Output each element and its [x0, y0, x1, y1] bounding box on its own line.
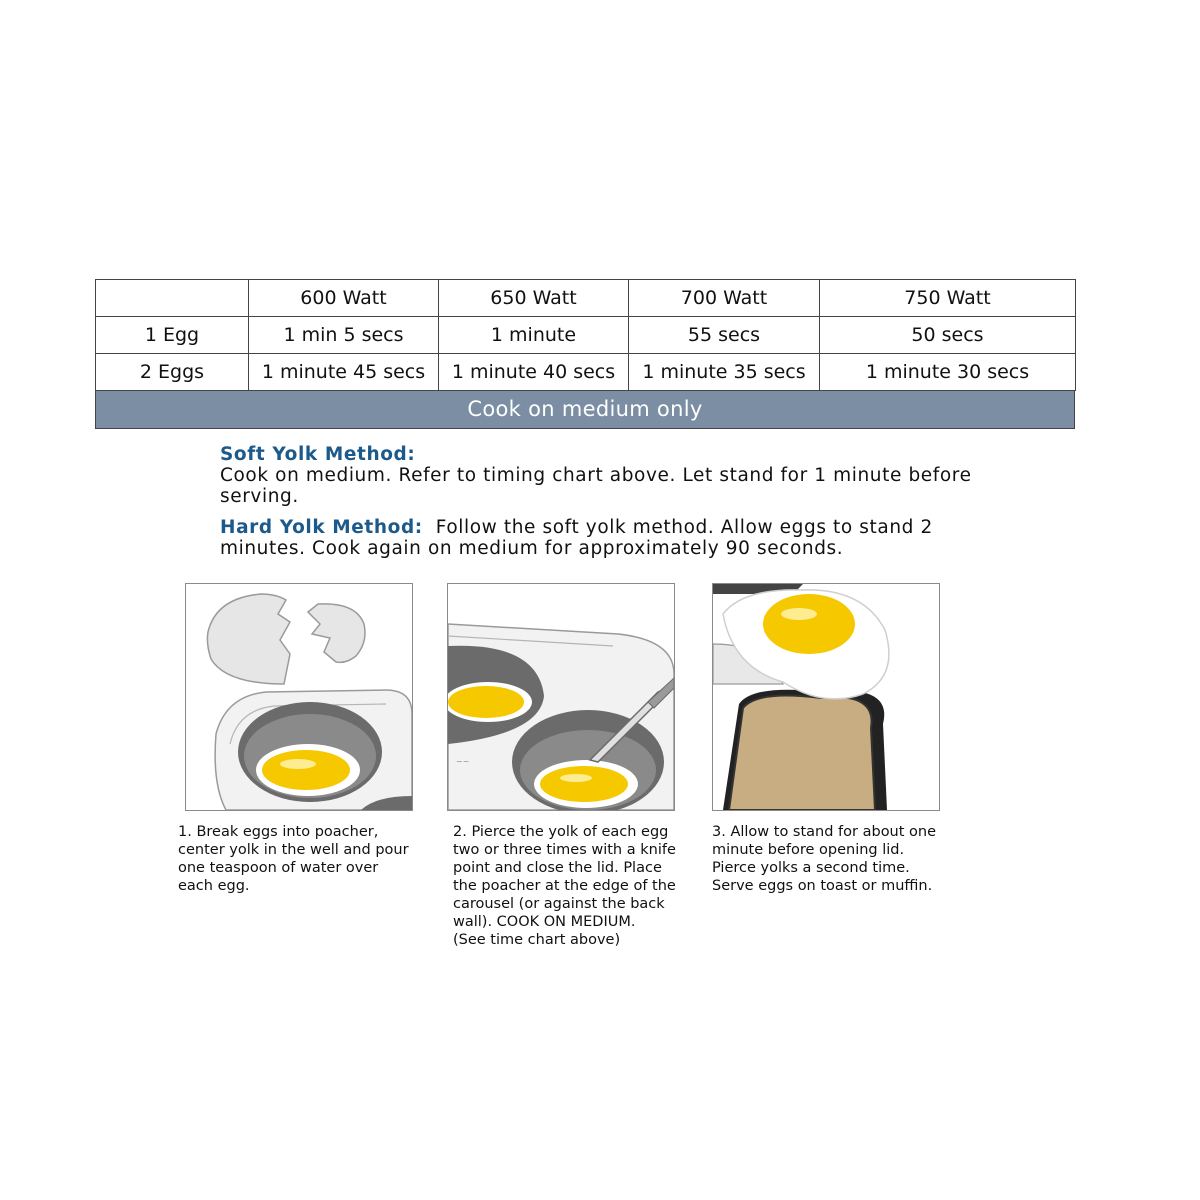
table-cell: 55 secs — [629, 317, 820, 354]
table-cell: 1 minute 35 secs — [629, 354, 820, 391]
timing-table — [95, 279, 1076, 391]
table-cell: 1 minute 40 secs — [439, 354, 629, 391]
step-1-caption: 1. Break eggs into poacher, center yolk in the well and pour one teaspoon of water over each egg. — [178, 824, 409, 894]
table-cell: 1 min 5 secs — [249, 317, 439, 354]
step-3-illustration — [712, 583, 940, 811]
table-row — [96, 354, 1076, 391]
soft-yolk-title: Soft Yolk Method: — [220, 444, 416, 465]
cracked-egg-poacher-icon — [186, 584, 412, 810]
step-3-caption: 3. Allow to stand for about one minute before opening lid. Pierce yolks a second time. Serve eggs on toast or muffin. — [712, 824, 937, 894]
knife-pierce-yolk-icon — [448, 584, 674, 810]
step-1-illustration — [185, 583, 413, 811]
egg-on-toast-icon — [713, 584, 939, 810]
hard-yolk-method — [220, 517, 1000, 559]
table-cell: 1 minute — [439, 317, 629, 354]
table-header-cell: 750 Watt — [820, 280, 1076, 317]
table-cell: 50 secs — [820, 317, 1076, 354]
table-header-cell: 650 Watt — [439, 280, 629, 317]
hard-yolk-title: Hard Yolk Method: — [220, 517, 423, 538]
soft-yolk-method — [220, 444, 1000, 507]
methods-section — [220, 444, 1000, 559]
table-header-row — [96, 280, 1076, 317]
svg-text:~~: ~~ — [456, 757, 470, 766]
table-row-label: 1 Egg — [96, 317, 249, 354]
instruction-steps — [0, 583, 1200, 963]
table-row-label: 2 Eggs — [96, 354, 249, 391]
table-cell: 1 minute 30 secs — [820, 354, 1076, 391]
step-2-illustration — [447, 583, 675, 811]
table-row — [96, 317, 1076, 354]
table-header-cell — [96, 280, 249, 317]
timing-chart — [95, 279, 1075, 432]
step-2-caption: 2. Pierce the yolk of each egg two or three times with a knife point and close the lid. Place the poacher at the edge of the carousel (or against the back wall). COOK ON MEDIUM. (See time chart above) — [453, 824, 676, 948]
table-header-cell: 700 Watt — [629, 280, 820, 317]
table-cell: 1 minute 45 secs — [249, 354, 439, 391]
cook-medium-banner: Cook on medium only — [95, 391, 1075, 429]
soft-yolk-text: Cook on medium. Refer to timing chart above. Let stand for 1 minute before serving. — [220, 465, 972, 507]
hard-yolk-text: Follow the soft yolk method. Allow eggs to stand 2 minutes. Cook again on medium for approximately 90 seconds. — [220, 517, 933, 559]
table-header-cell: 600 Watt — [249, 280, 439, 317]
